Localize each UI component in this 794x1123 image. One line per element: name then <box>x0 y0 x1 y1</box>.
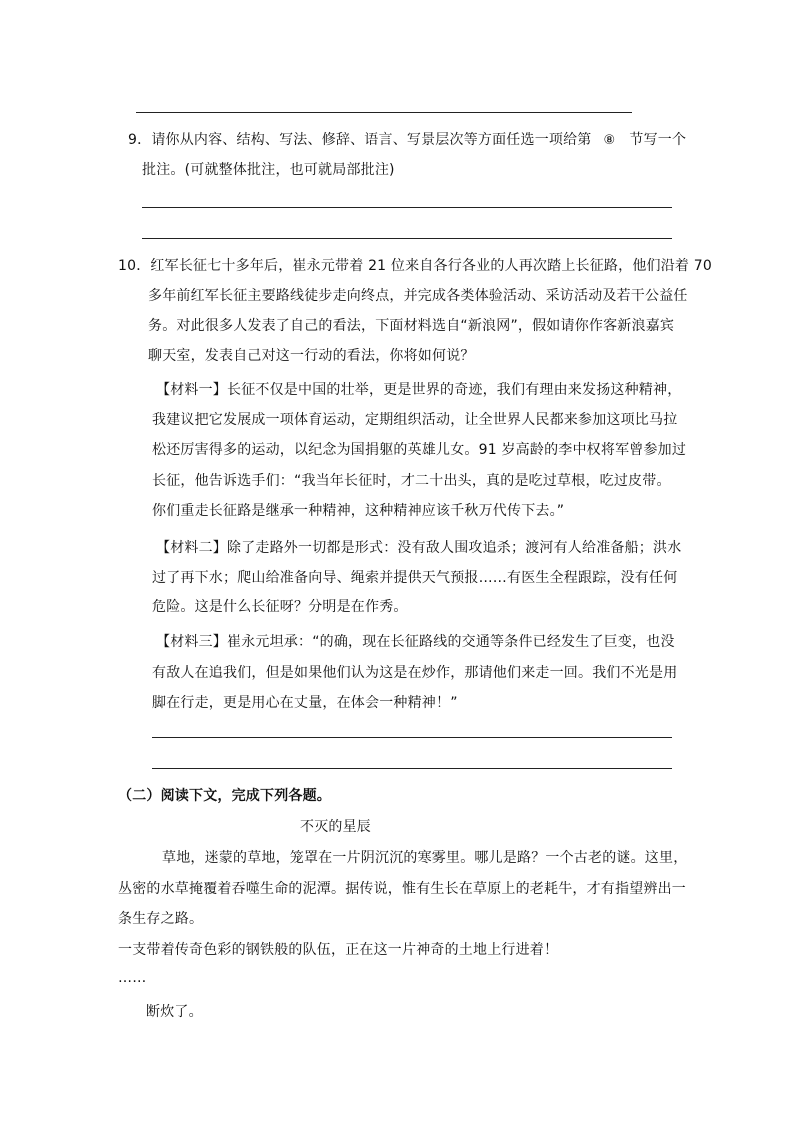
material-1-line-4: 长征，他告诉选手们：“我当年长征时，才二十出头，真的是吃过草根，吃过皮带。 <box>152 473 671 489</box>
answer-line <box>142 207 672 208</box>
passage-para-1-line-2: 丛密的水草掩覆着吞噬生命的泥潭。据传说，惟有生长在草原上的老耗牛，才有指望辨出一 <box>118 881 686 897</box>
question-10-line-3: 务。对此很多人发表了自己的看法，下面材料选自“新浪网”，假如请你作客新浪嘉宾 <box>148 318 675 334</box>
passage-para-1-line-1: 草地，迷蒙的草地，笼罩在一片阴沉沉的寒雾里。哪儿是路？一个古老的谜。这里， <box>162 850 688 866</box>
material-2-line-1: 【材料二】除了走路外一切都是形式：没有敌人围攻追杀；渡河有人给准备船；洪水 <box>156 540 682 556</box>
question-9-line-1 <box>128 130 686 151</box>
answer-line <box>142 238 672 239</box>
material-3-line-2: 有敌人在追我们，但是如果他们认为这是在炒作，那请他们来走一回。我们不光是用 <box>152 665 678 681</box>
question-10-line-1 <box>118 256 712 276</box>
passage-para-2: 一支带着传奇色彩的钢铁般的队伍，正在这一片神奇的土地上行进着！ <box>118 942 559 958</box>
question-number: 10． <box>118 258 151 274</box>
answer-line <box>136 112 632 113</box>
passage-para-1-line-3: 条生存之路。 <box>118 911 204 927</box>
question-10-line-4: 聊天室，发表自己对这一行动的看法，你将如何说？ <box>148 348 475 364</box>
answer-line <box>152 768 672 769</box>
passage-ellipsis: …… <box>118 970 147 986</box>
section-marker: ⑧ <box>603 133 616 148</box>
answer-line <box>152 737 672 738</box>
question-text: 红军长征七十多年后，崔永元带着 21 位来自各行各业的人再次踏上长征路，他们沿着 70 <box>150 258 712 274</box>
material-2-line-3: 危险。这是什么长征呀？分明是在作秀。 <box>152 599 408 615</box>
material-3-line-1: 【材料三】崔永元坦承：“的确，现在长征路线的交通等条件已经发生了巨变，也没 <box>156 634 675 650</box>
question-text: 请你从内容、结构、写法、修辞、语言、写景层次等方面任选一项给第 <box>151 132 592 148</box>
material-1-line-1: 【材料一】长征不仅是中国的壮举，更是世界的奇迹，我们有理由来发扬这种精神， <box>156 382 682 398</box>
passage-title: 不灭的星辰 <box>300 819 371 835</box>
material-3-line-3: 脚在行走，更是用心在丈量，在体会一种精神！” <box>152 695 458 711</box>
material-1-line-2: 我建议把它发展成一项体育运动，定期组织活动，让全世界人民都来参加这项比马拉 <box>152 412 678 428</box>
section-heading: （二）阅读下文，完成下列各题。 <box>118 788 331 804</box>
material-1-line-3: 松还厉害得多的运动，以纪念为国捐躯的英雄儿女。91 岁高龄的李中权将军曾参加过 <box>152 442 687 458</box>
question-number: 9． <box>128 132 152 148</box>
question-text: 节写一个 <box>629 132 687 148</box>
passage-para-3: 断炊了。 <box>146 1004 203 1020</box>
question-10-line-2: 多年前红军长征主要路线徒步走向终点，并完成各类体验活动、采访活动及若干公益任 <box>148 288 688 304</box>
material-2-line-2: 过了再下水；爬山给准备向导、绳索并提供天气预报……有医生全程跟踪，没有任何 <box>152 570 678 586</box>
material-1-line-5: 你们重走长征路是继承一种精神，这种精神应该千秋万代传下去。” <box>152 503 565 519</box>
question-9-line-2: 批注。(可就整体批注，也可就局部批注) <box>142 162 395 178</box>
